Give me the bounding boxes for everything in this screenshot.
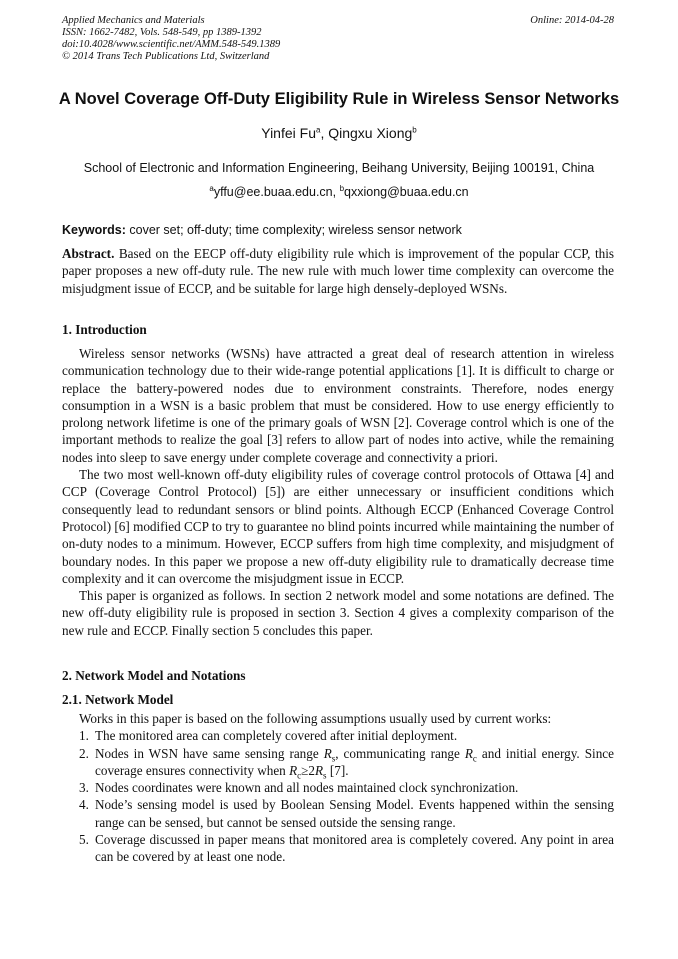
abstract-paragraph: [62, 245, 614, 297]
rc-symbol-2: R: [289, 762, 298, 778]
list-text: The monitored area can completely covered after initial deployment.: [95, 728, 458, 744]
list-number: 1.: [79, 728, 89, 744]
email-b-mark: b: [339, 183, 345, 193]
keywords-label: Keywords:: [62, 223, 126, 237]
journal-name: Applied Mechanics and Materials: [62, 15, 205, 26]
online-date: Online: 2014-04-28: [530, 15, 614, 26]
rs-symbol: R: [323, 745, 332, 761]
email-a: yffu@ee.buaa.edu.cn,: [213, 185, 340, 199]
paper-title: A Novel Coverage Off-Duty Eligibility Rule in Wireless Sensor Networks: [58, 90, 620, 108]
doi-line: doi:10.4028/www.scientific.net/AMM.548-549.1389: [62, 39, 281, 50]
list-text: Nodes coordinates were known and all nodes maintained clock synchronization.: [95, 780, 519, 796]
email-b: qxxiong@buaa.edu.cn: [344, 185, 469, 199]
section-2-1-heading: 2.1. Network Model: [62, 692, 174, 707]
rc-symbol: R: [464, 745, 473, 761]
abstract-label: Abstract.: [62, 246, 115, 261]
author-1: Yinfei Fu: [261, 125, 316, 141]
email-a-mark: a: [209, 183, 214, 193]
intro-paragraph-1: Wireless sensor networks (WSNs) have attracted a great deal of research attention in wireless communication technology due to their wide-range potential applications [1]. It is difficult to charge or replace the battery-powered nodes due to environment constraints. Therefore, nodes energy consumption in a WSN is a basic problem that must be considered. How to use energy efficiently to prolong network lifetime is one of the primary goals of WSN [2]. Coverage control which is one of the important methods to realize the goal [3] refers to allow part of nodes into active, while the remaining nodes into sleep to save energy under complete coverage and connectivity a priori.: [62, 346, 614, 465]
section-2-heading: 2. Network Model and Notations: [62, 668, 246, 683]
abstract: [62, 245, 614, 297]
list-number: 4.: [79, 797, 89, 813]
rs-subscript: s: [331, 753, 336, 764]
affiliation: School of Electronic and Information Engineering, Beihang University, Beijing 100191, China: [83, 161, 595, 175]
assumption-lead: Works in this paper is based on the following assumptions usually used by current works:: [79, 711, 552, 726]
item-2-post: and initial energy. Since coverage ensures connectivity when: [95, 745, 615, 778]
copyright-line: © 2014 Trans Tech Publications Ltd, Switzerland: [62, 51, 270, 62]
list-number: 5.: [79, 832, 89, 848]
introduction-body: [62, 345, 614, 639]
author-2: Qingxu Xiong: [328, 125, 413, 141]
assumption-list: [62, 710, 614, 866]
keywords-text: cover set; off-duty; time complexity; wireless sensor network: [125, 223, 462, 237]
item-2-mid: , communicating range: [335, 745, 465, 761]
intro-paragraph-3: This paper is organized as follows. In section 2 network model and some notations are defined. The new off-duty eligibility rule is proposed in section 3. Section 4 gives a complexity comparison of the new rule and ECCP. Finally section 5 concludes this paper.: [62, 588, 614, 638]
rs-subscript-2: s: [323, 770, 327, 781]
item-2-end: [7].: [326, 762, 349, 778]
list-number: 2.: [79, 745, 89, 761]
intro-paragraph-2: The two most well-known off-duty eligibility rules of coverage control protocols of Ottawa [4] and CCP (Coverage Control Protocol) [5]) are either unnecessary or insufficient conditions which consequently lead to redundant sensors or blind points. Although ECCP (Enhanced Coverage Control Protocol) [6] modified CCP to try to guarantee no blind points incurred while maintaining the number of on-duty nodes to a minimum. However, ECCP suffers from high time complexity, and misjudgment of boundary nodes. In this paper we propose a new off-duty eligibility rule to dramatically decrease time complexity and it can overcome the misjudgment issue in ECCP.: [62, 467, 614, 586]
author-separator: ,: [320, 125, 329, 141]
rc-subscript-2: c: [297, 770, 302, 781]
list-item: [62, 779, 614, 796]
item-2-pre: Nodes in WSN have same sensing range: [95, 745, 324, 761]
list-number: 3.: [79, 780, 89, 796]
issn-line: ISSN: 1662-7482, Vols. 548-549, pp 1389-1392: [62, 27, 262, 38]
author-1-mark: a: [315, 125, 321, 135]
list-item: [62, 831, 614, 866]
list-item: [62, 727, 614, 744]
keywords: [62, 223, 614, 237]
geq-symbol: ≥2: [301, 762, 315, 778]
rs-symbol-2: R: [314, 762, 324, 778]
list-item: [62, 745, 614, 780]
abstract-text: Based on the EECP off-duty eligibility rule which is improvement of the popular CCP, this paper proposes a new off-duty rule. The new rule with much lower time complexity can overcome the misjudgment issue of ECCP, and be suitable for large high densely-deployed WSNs.: [62, 246, 614, 296]
rc-subscript: c: [472, 753, 477, 764]
journal-header: [62, 15, 614, 63]
list-text: Node’s sensing model is used by Boolean Sensing Model. Events happened within the sensing range can be sensed, but cannot be sensed outside the sensing range.: [95, 797, 614, 830]
author-2-mark: b: [412, 125, 417, 135]
list-item: [62, 796, 614, 831]
list-text: [95, 745, 614, 780]
email-line: [40, 185, 638, 199]
list-text: Coverage discussed in paper means that monitored area is completely covered. Any point in area can be covered by at least one node.: [95, 832, 614, 865]
section-1-heading: 1. Introduction: [62, 322, 147, 337]
author-line: [40, 125, 638, 141]
